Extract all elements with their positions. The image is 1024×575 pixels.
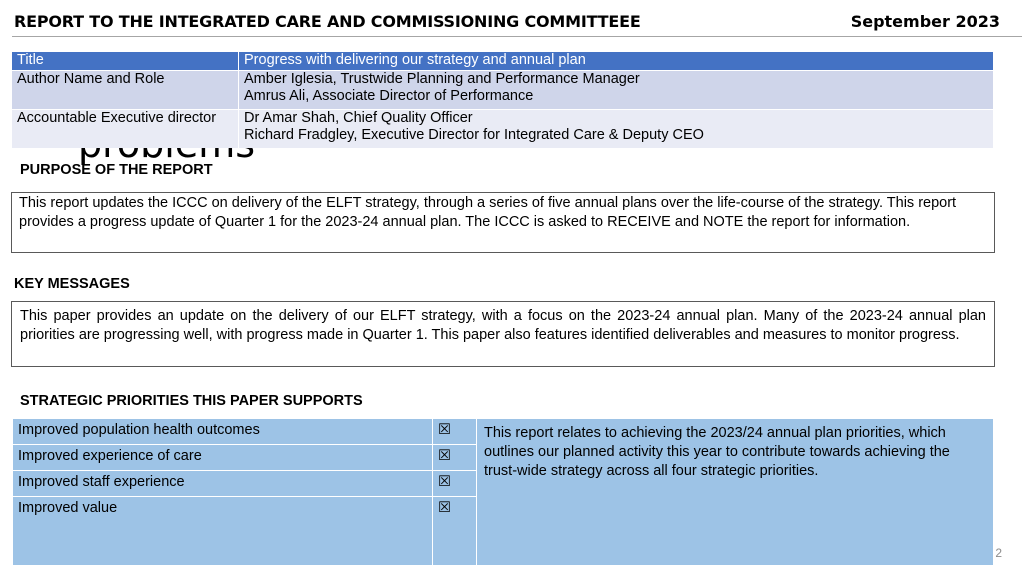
priority-label: Improved staff experience [13,471,433,497]
author-value [239,71,994,110]
key-messages-heading: KEY MESSAGES [14,276,130,292]
priority-label: Improved value [13,497,433,566]
purpose-text-box [11,192,995,253]
info-row-author [12,71,994,110]
purpose-heading: PURPOSE OF THE REPORT [20,162,213,178]
author-line-2: Amrus Ali, Associate Director of Performance [244,88,534,104]
key-messages-box [11,301,995,367]
strategic-priorities-table [12,418,994,566]
report-header-title: REPORT TO THE INTEGRATED CARE AND COMMISSIONING COMMITTEEE [14,12,641,31]
executive-line-2: Richard Fradgley, Executive Director for Integrated Care & Deputy CEO [244,127,704,143]
header-divider [12,36,1022,37]
priority-checkbox[interactable]: ☒ [433,497,477,566]
priority-row [13,419,994,445]
title-value: Progress with delivering our strategy and annual plan [239,52,994,71]
report-header-date: September 2023 [850,12,1000,31]
executive-label: Accountable Executive director [12,110,239,149]
author-line-1: Amber Iglesia, Trustwide Planning and Performance Manager [244,71,640,87]
priority-checkbox[interactable]: ☒ [433,445,477,471]
priority-checkbox[interactable]: ☒ [433,419,477,445]
priority-label: Improved population health outcomes [13,419,433,445]
report-info-table [12,52,994,148]
priority-label: Improved experience of care [13,445,433,471]
info-row-title [12,52,994,71]
priority-checkbox[interactable]: ☒ [433,471,477,497]
page-number: 2 [995,546,1002,560]
key-messages-text: This paper provides an update on the delivery of our ELFT strategy, with a focus on the 2023-24 annual plan. Many of the 2023-24 annual plan priorities are progressing well, with progress made in Quarter 1. This paper also features identified deliverables and measures to monitor progress. [20,308,986,343]
strategic-priorities-heading: STRATEGIC PRIORITIES THIS PAPER SUPPORTS [20,393,363,409]
executive-line-1: Dr Amar Shah, Chief Quality Officer [244,110,473,126]
priorities-description: This report relates to achieving the 2023/24 annual plan priorities, which outlines our planned activity this year to contribute towards achieving the trust-wide strategy across all four strategic priorities. [477,419,994,566]
author-label: Author Name and Role [12,71,239,110]
title-label: Title [12,52,239,71]
executive-value [239,110,994,149]
info-row-executive [12,110,994,149]
purpose-text: This report updates the ICCC on delivery of the ELFT strategy, through a series of five annual plans over the life-course of the strategy. This report provides a progress update of Quarter 1 for the 2023-24 annual plan. The ICCC is asked to RECEIVE and NOTE the report for information. [19,195,957,230]
